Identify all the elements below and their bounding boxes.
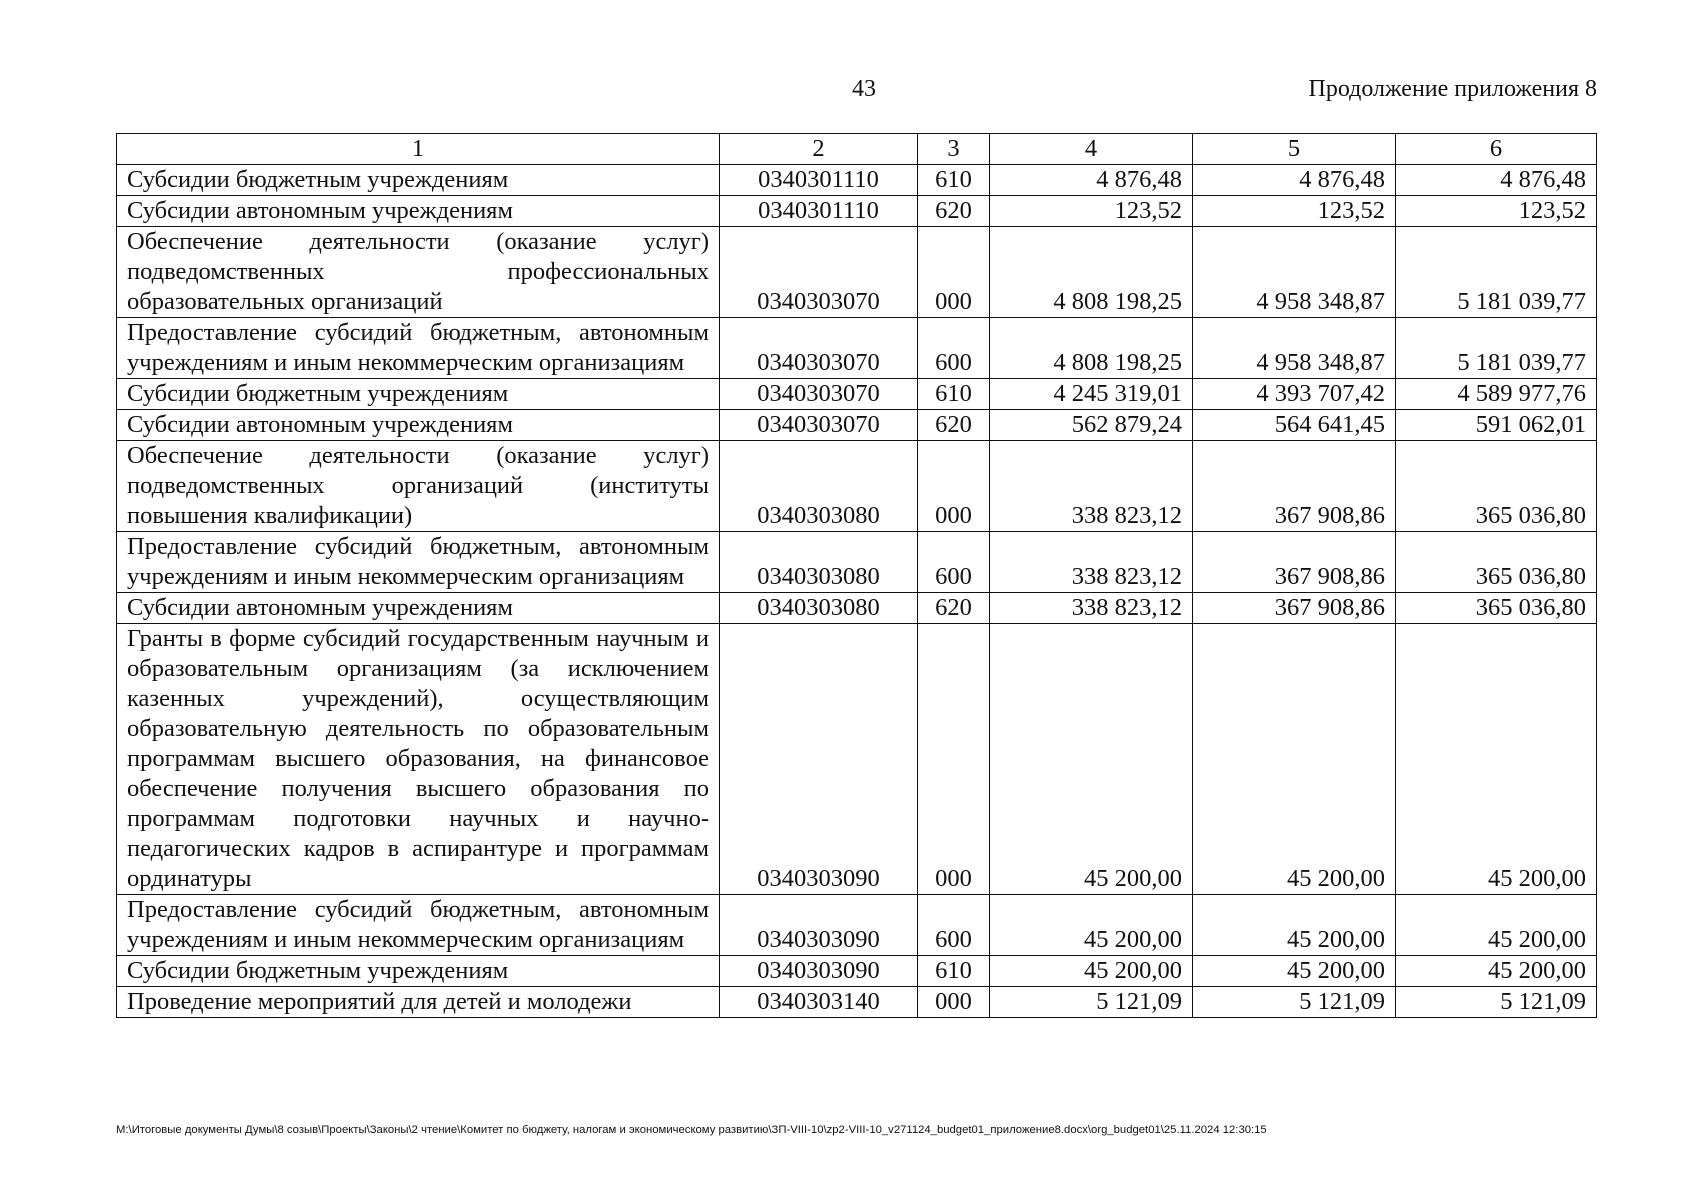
amount-col5: 564 641,45 (1193, 410, 1396, 441)
amount-col6: 4 589 977,76 (1396, 379, 1597, 410)
budget-table (116, 133, 1597, 1018)
amount-col4: 45 200,00 (990, 624, 1193, 895)
amount-col6: 5 121,09 (1396, 987, 1597, 1018)
budget-code: 0340303140 (720, 987, 918, 1018)
table-body (117, 134, 1597, 1018)
budget-code: 0340303080 (720, 593, 918, 624)
expense-type: 600 (918, 532, 990, 593)
expense-type: 620 (918, 593, 990, 624)
amount-col4: 4 808 198,25 (990, 318, 1193, 379)
amount-col5: 367 908,86 (1193, 441, 1396, 532)
amount-col5: 4 393 707,42 (1193, 379, 1396, 410)
amount-col6: 45 200,00 (1396, 895, 1597, 956)
amount-col5: 367 908,86 (1193, 532, 1396, 593)
row-description: Субсидии автономным учреждениям (117, 410, 720, 441)
table-row (117, 165, 1597, 196)
amount-col4: 338 823,12 (990, 593, 1193, 624)
row-description: Субсидии бюджетным учреждениям (117, 956, 720, 987)
amount-col4: 123,52 (990, 196, 1193, 227)
amount-col5: 367 908,86 (1193, 593, 1396, 624)
amount-col5: 4 958 348,87 (1193, 227, 1396, 318)
budget-code: 0340301110 (720, 196, 918, 227)
amount-col6: 365 036,80 (1396, 532, 1597, 593)
expense-type: 610 (918, 379, 990, 410)
column-number-row (117, 134, 1597, 165)
amount-col5: 5 121,09 (1193, 987, 1396, 1018)
amount-col4: 338 823,12 (990, 441, 1193, 532)
budget-code: 0340303070 (720, 379, 918, 410)
amount-col5: 4 876,48 (1193, 165, 1396, 196)
row-description: Субсидии автономным учреждениям (117, 196, 720, 227)
amount-col4: 45 200,00 (990, 956, 1193, 987)
row-description: Предоставление субсидий бюджетным, автономным учреждениям и иным некоммерческим организациям (117, 532, 720, 593)
table-row (117, 593, 1597, 624)
expense-type: 620 (918, 410, 990, 441)
amount-col6: 365 036,80 (1396, 441, 1597, 532)
amount-col6: 45 200,00 (1396, 956, 1597, 987)
expense-type: 610 (918, 956, 990, 987)
table-row (117, 895, 1597, 956)
expense-type: 000 (918, 987, 990, 1018)
table-row (117, 318, 1597, 379)
budget-code: 0340303070 (720, 318, 918, 379)
table-row (117, 196, 1597, 227)
file-path-footer: M:\Итоговые документы Думы\8 созыв\Проекты\Законы\2 чтение\Комитет по бюджету, налогам и экономическому развитию\ЗП-VIII-10\zp2-VIII-10_v271124_budget01_приложение8.docx\org_budget01\25.11.2024 12:30:15 (116, 1124, 1267, 1136)
expense-type: 000 (918, 441, 990, 532)
amount-col5: 4 958 348,87 (1193, 318, 1396, 379)
column-number: 2 (720, 134, 918, 165)
expense-type: 620 (918, 196, 990, 227)
column-number: 5 (1193, 134, 1396, 165)
table-row (117, 227, 1597, 318)
table-row (117, 410, 1597, 441)
budget-code: 0340303090 (720, 895, 918, 956)
amount-col4: 4 876,48 (990, 165, 1193, 196)
expense-type: 600 (918, 318, 990, 379)
budget-code: 0340303080 (720, 441, 918, 532)
table-row (117, 441, 1597, 532)
row-description: Обеспечение деятельности (оказание услуг) подведомственных организаций (институты повышения квалификации) (117, 441, 720, 532)
amount-col5: 45 200,00 (1193, 624, 1396, 895)
appendix-title: Продолжение приложения 8 (1308, 76, 1597, 102)
amount-col4: 4 808 198,25 (990, 227, 1193, 318)
row-description: Предоставление субсидий бюджетным, автономным учреждениям и иным некоммерческим организациям (117, 318, 720, 379)
amount-col4: 5 121,09 (990, 987, 1193, 1018)
table-row (117, 379, 1597, 410)
table-row (117, 532, 1597, 593)
table-row (117, 624, 1597, 895)
expense-type: 000 (918, 227, 990, 318)
column-number: 1 (117, 134, 720, 165)
amount-col4: 45 200,00 (990, 895, 1193, 956)
expense-type: 610 (918, 165, 990, 196)
page-number: 43 (852, 76, 876, 102)
column-number: 4 (990, 134, 1193, 165)
amount-col6: 45 200,00 (1396, 624, 1597, 895)
amount-col6: 5 181 039,77 (1396, 227, 1597, 318)
amount-col6: 591 062,01 (1396, 410, 1597, 441)
amount-col5: 45 200,00 (1193, 895, 1396, 956)
row-description: Субсидии бюджетным учреждениям (117, 165, 720, 196)
row-description: Гранты в форме субсидий государственным научным и образовательным организациям (за исключением казенных учреждений), осуществляющим образовательную деятельность по образовательным программам высшего образования, на финансовое обеспечение получения высшего образования по программам подготовки научных и научно-педагогических кадров в аспирантуре и программам ординатуры (117, 624, 720, 895)
row-description: Субсидии автономным учреждениям (117, 593, 720, 624)
budget-code: 0340303080 (720, 532, 918, 593)
amount-col6: 365 036,80 (1396, 593, 1597, 624)
expense-type: 000 (918, 624, 990, 895)
amount-col5: 123,52 (1193, 196, 1396, 227)
budget-code: 0340303090 (720, 956, 918, 987)
amount-col6: 4 876,48 (1396, 165, 1597, 196)
expense-type: 600 (918, 895, 990, 956)
amount-col5: 45 200,00 (1193, 956, 1396, 987)
row-description: Субсидии бюджетным учреждениям (117, 379, 720, 410)
amount-col6: 5 181 039,77 (1396, 318, 1597, 379)
budget-code: 0340303090 (720, 624, 918, 895)
budget-code: 0340301110 (720, 165, 918, 196)
budget-code: 0340303070 (720, 227, 918, 318)
row-description: Обеспечение деятельности (оказание услуг) подведомственных профессиональных образовательных организаций (117, 227, 720, 318)
table-row (117, 956, 1597, 987)
amount-col4: 338 823,12 (990, 532, 1193, 593)
column-number: 3 (918, 134, 990, 165)
row-description: Предоставление субсидий бюджетным, автономным учреждениям и иным некоммерческим организациям (117, 895, 720, 956)
table-row (117, 987, 1597, 1018)
budget-code: 0340303070 (720, 410, 918, 441)
amount-col6: 123,52 (1396, 196, 1597, 227)
column-number: 6 (1396, 134, 1597, 165)
row-description: Проведение мероприятий для детей и молодежи (117, 987, 720, 1018)
amount-col4: 562 879,24 (990, 410, 1193, 441)
amount-col4: 4 245 319,01 (990, 379, 1193, 410)
